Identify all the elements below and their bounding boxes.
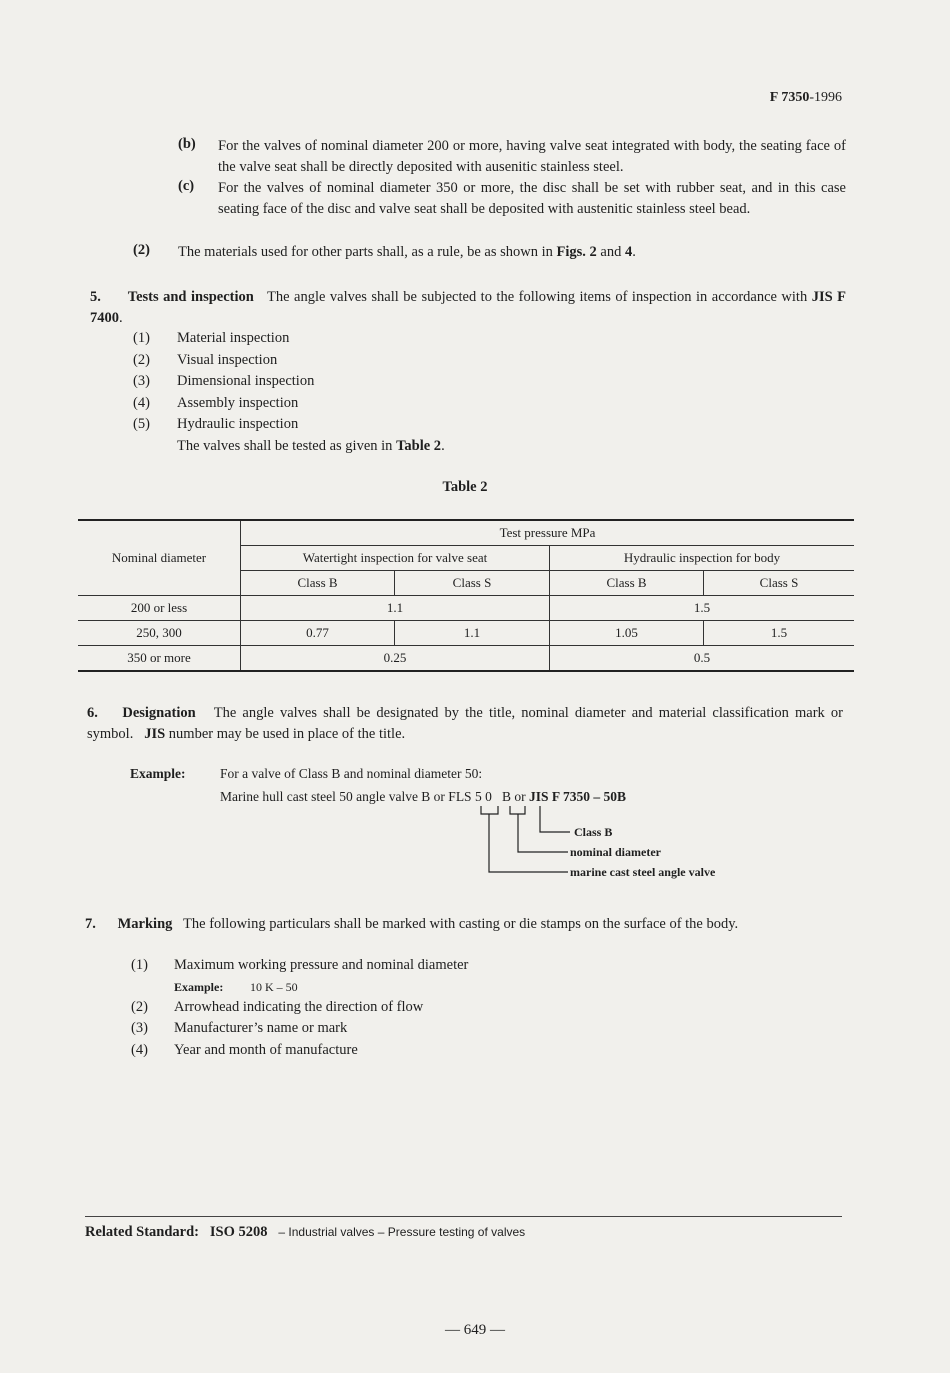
header-class-s: Class S: [704, 571, 855, 596]
list-item: Material inspection: [177, 330, 290, 346]
list-item: Arrowhead indicating the direction of flow: [174, 999, 424, 1015]
section-5-item-labels: [133, 328, 150, 436]
list-item-label: (3): [133, 373, 150, 389]
header-nominal-diameter: Nominal diameter: [78, 520, 241, 596]
related-text: – Industrial valves – Pressure testing of valves: [278, 1225, 526, 1239]
section-7-number: 7.: [85, 916, 96, 932]
header-test-pressure: Test pressure MPa: [241, 520, 855, 546]
related-standard: [85, 1224, 525, 1241]
list-item-label: (3): [131, 1020, 148, 1036]
cell-hydraulic: 0.5: [550, 646, 855, 672]
page-header: [770, 90, 842, 106]
header-watertight: Watertight inspection for valve seat: [241, 546, 550, 571]
cell-diameter: 250, 300: [78, 621, 241, 646]
table-row: [78, 596, 854, 621]
sub-item-label-c: (c): [178, 178, 195, 194]
section-5-note: The valves shall be tested as given in Table 2.: [177, 437, 445, 454]
sub-item-text-c: For the valves of nominal diameter 350 or more, the disc shall be set with rubber seat, and in this case seating face of the disc and valve seat shall be deposited with austenitic stainless steel bead.: [218, 180, 846, 217]
cell-hydraulic-b: 1.05: [550, 621, 704, 646]
list-item: Maximum working pressure and nominal diameter: [174, 957, 469, 973]
cell-watertight-b: 0.77: [241, 621, 395, 646]
table-row: [78, 646, 854, 672]
section-5-item-texts: [177, 328, 445, 457]
example-label: Example:: [130, 766, 186, 781]
table-row: [78, 621, 854, 646]
list-item-label: (1): [131, 957, 148, 973]
example-line-1: For a valve of Class B and nominal diameter 50:: [220, 766, 483, 781]
header-class-s: Class S: [395, 571, 550, 596]
list-item-label: (4): [133, 394, 150, 411]
list-item: Assembly inspection: [177, 394, 299, 411]
section-6-title: Designation: [122, 705, 196, 721]
list-item: Dimensional inspection: [177, 373, 315, 389]
cell-diameter: 350 or more: [78, 646, 241, 672]
related-label: Related Standard:: [85, 1224, 199, 1240]
list-item: Year and month of manufacture: [174, 1042, 358, 1058]
page-number: — 649 —: [445, 1322, 505, 1338]
cell-hydraulic: 1.5: [550, 596, 855, 621]
list-item: Hydraulic inspection: [177, 416, 299, 432]
table-2: [78, 519, 854, 672]
header-standard: F 7350: [769, 90, 810, 105]
list-item: Visual inspection: [177, 351, 278, 368]
item-2-text: The materials used for other parts shall, as a rule, be as shown in Figs. 2 and 4.: [178, 244, 636, 260]
list-item-label: (2): [131, 999, 148, 1015]
table-caption: Table 2: [442, 479, 488, 495]
header-hydraulic: Hydraulic inspection for body: [550, 546, 855, 571]
cell-diameter: 200 or less: [78, 596, 241, 621]
annotation-material: marine cast steel angle valve: [570, 865, 716, 879]
cell-hydraulic-s: 1.5: [704, 621, 855, 646]
list-item-label: (5): [133, 416, 150, 432]
header-class-b: Class B: [241, 571, 395, 596]
cell-watertight-s: 1.1: [395, 621, 550, 646]
section-6-number: 6.: [87, 705, 98, 721]
section-7-paragraph: 7. Marking The following particulars shall be marked with casting or die stamps on the surface of the body.: [85, 916, 739, 932]
related-std: ISO 5208: [209, 1224, 268, 1240]
list-item-label: (4): [131, 1042, 148, 1058]
example-line-2: Marine hull cast steel 50 angle valve B or FLS 5 0 B or JIS F 7350 – 50B: [220, 789, 626, 804]
section-6-paragraph: 6. Designation The angle valves shall be designated by the title, nominal diameter and material classification mark or symbol. JIS number may be used in place of the title.: [87, 705, 843, 742]
cell-watertight: 0.25: [241, 646, 550, 672]
cell-watertight: 1.1: [241, 596, 550, 621]
header-year: -1996: [809, 90, 842, 105]
footer-divider: [85, 1216, 842, 1217]
list-item-label: (2): [133, 351, 150, 368]
section-5-paragraph: 5. Tests and inspection The angle valves shall be subjected to the following items of inspection in accordance with JIS F 7400.: [90, 289, 846, 326]
section-5-title: Tests and inspection: [127, 289, 254, 305]
sub-item-text-b: For the valves of nominal diameter 200 or more, having valve seat integrated with body, the seating face of the valve seat shall be directly deposited with ausenitic stainless steel.: [218, 138, 846, 175]
section-5-number: 5.: [90, 289, 101, 305]
item-2-label: (2): [133, 242, 150, 258]
marking-example-value: 10 K – 50: [250, 980, 298, 994]
annotation-class: Class B: [574, 825, 613, 839]
sub-item-label-b: (b): [178, 136, 196, 152]
section-7-title: Marking: [117, 916, 173, 932]
designation-brackets: [470, 804, 580, 884]
marking-example-label: Example:: [174, 980, 224, 994]
annotation-diameter: nominal diameter: [570, 845, 661, 859]
list-item-label: (1): [133, 330, 150, 346]
header-class-b: Class B: [550, 571, 704, 596]
list-item: Manufacturer’s name or mark: [174, 1020, 348, 1036]
